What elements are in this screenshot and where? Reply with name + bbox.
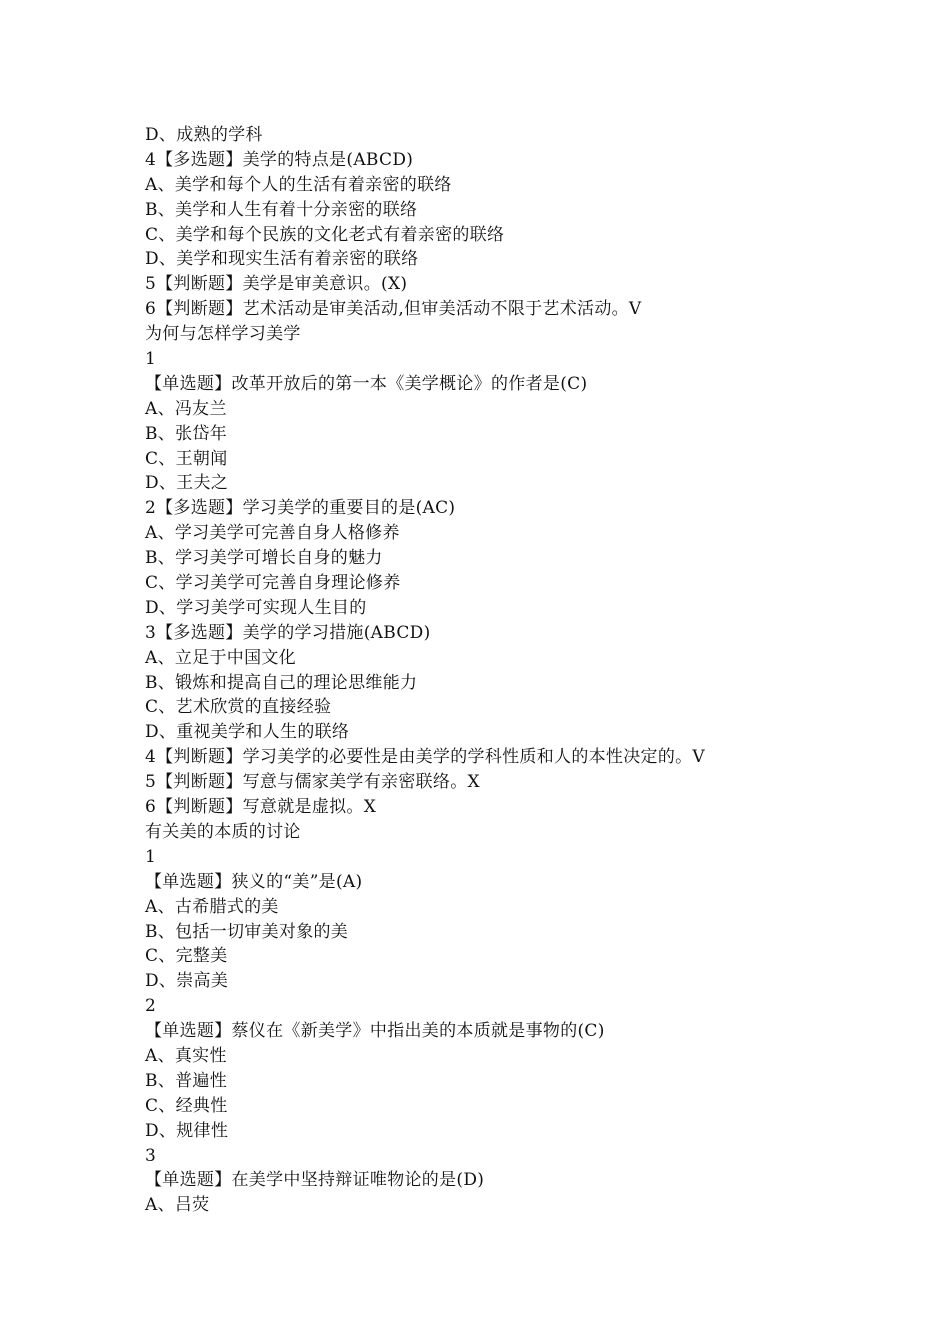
option-line: B、包括一切审美对象的美 (145, 921, 349, 942)
question-line: 5【判断题】美学是审美意识。(X) (145, 274, 408, 295)
document-body (145, 123, 845, 1218)
option-line: B、锻炼和提高自己的理论思维能力 (145, 672, 418, 693)
question-line: 【单选题】狭义的“美”是(A) (145, 871, 363, 892)
option-line: C、王朝闻 (145, 448, 228, 469)
option-line: C、艺术欣赏的直接经验 (145, 697, 332, 718)
option-line: C、美学和每个民族的文化老式有着亲密的联络 (145, 224, 505, 245)
option-line: B、普遍性 (145, 1070, 227, 1091)
option-line: B、学习美学可增长自身的魅力 (145, 548, 383, 569)
section-heading: 为何与怎样学习美学 (145, 324, 301, 345)
option-line: A、冯友兰 (145, 398, 227, 419)
option-line: A、古希腊式的美 (145, 896, 279, 917)
question-number: 1 (145, 846, 157, 867)
question-line: 4【多选题】美学的特点是(ABCD) (145, 149, 414, 170)
option-line: D、崇高美 (145, 971, 229, 992)
option-line: D、重视美学和人生的联络 (145, 722, 350, 743)
option-line: A、学习美学可完善自身人格修养 (145, 523, 400, 544)
question-number: 1 (145, 349, 157, 370)
option-line: C、经典性 (145, 1095, 228, 1116)
question-line: 4【判断题】学习美学的必要性是由美学的学科性质和人的本性决定的。V (145, 747, 705, 768)
question-line: 5【判断题】写意与儒家美学有亲密联络。X (145, 772, 480, 793)
option-line: B、张岱年 (145, 423, 227, 444)
option-line: D、美学和现实生活有着亲密的联络 (145, 249, 419, 270)
question-line: 6【判断题】艺术活动是审美活动,但审美活动不限于艺术活动。V (145, 299, 642, 320)
option-line: A、立足于中国文化 (145, 647, 296, 668)
section-heading: 有关美的本质的讨论 (145, 821, 301, 842)
option-line: D、学习美学可实现人生目的 (145, 597, 367, 618)
option-line: A、美学和每个人的生活有着亲密的联络 (145, 174, 452, 195)
question-line: 【单选题】在美学中坚持辩证唯物论的是(D) (145, 1170, 485, 1191)
question-number: 2 (145, 996, 157, 1017)
option-line: A、真实性 (145, 1045, 227, 1066)
option-line: B、美学和人生有着十分亲密的联络 (145, 199, 418, 220)
question-number: 3 (145, 1145, 157, 1166)
option-line: A、吕荧 (145, 1195, 210, 1216)
option-line: C、学习美学可完善自身理论修养 (145, 573, 401, 594)
option-line: D、王夫之 (145, 473, 229, 494)
option-line: C、完整美 (145, 946, 228, 967)
option-line: D、规律性 (145, 1120, 229, 1141)
question-line: 6【判断题】写意就是虚拟。X (145, 797, 377, 818)
text-line: D、成熟的学科 (145, 125, 263, 145)
question-line: 【单选题】改革开放后的第一本《美学概论》的作者是(C) (145, 373, 588, 394)
question-line: 2【多选题】学习美学的重要目的是(AC) (145, 498, 456, 519)
question-line: 【单选题】蔡仪在《新美学》中指出美的本质就是事物的(C) (145, 1021, 605, 1042)
question-line: 3【多选题】美学的学习措施(ABCD) (145, 622, 431, 643)
